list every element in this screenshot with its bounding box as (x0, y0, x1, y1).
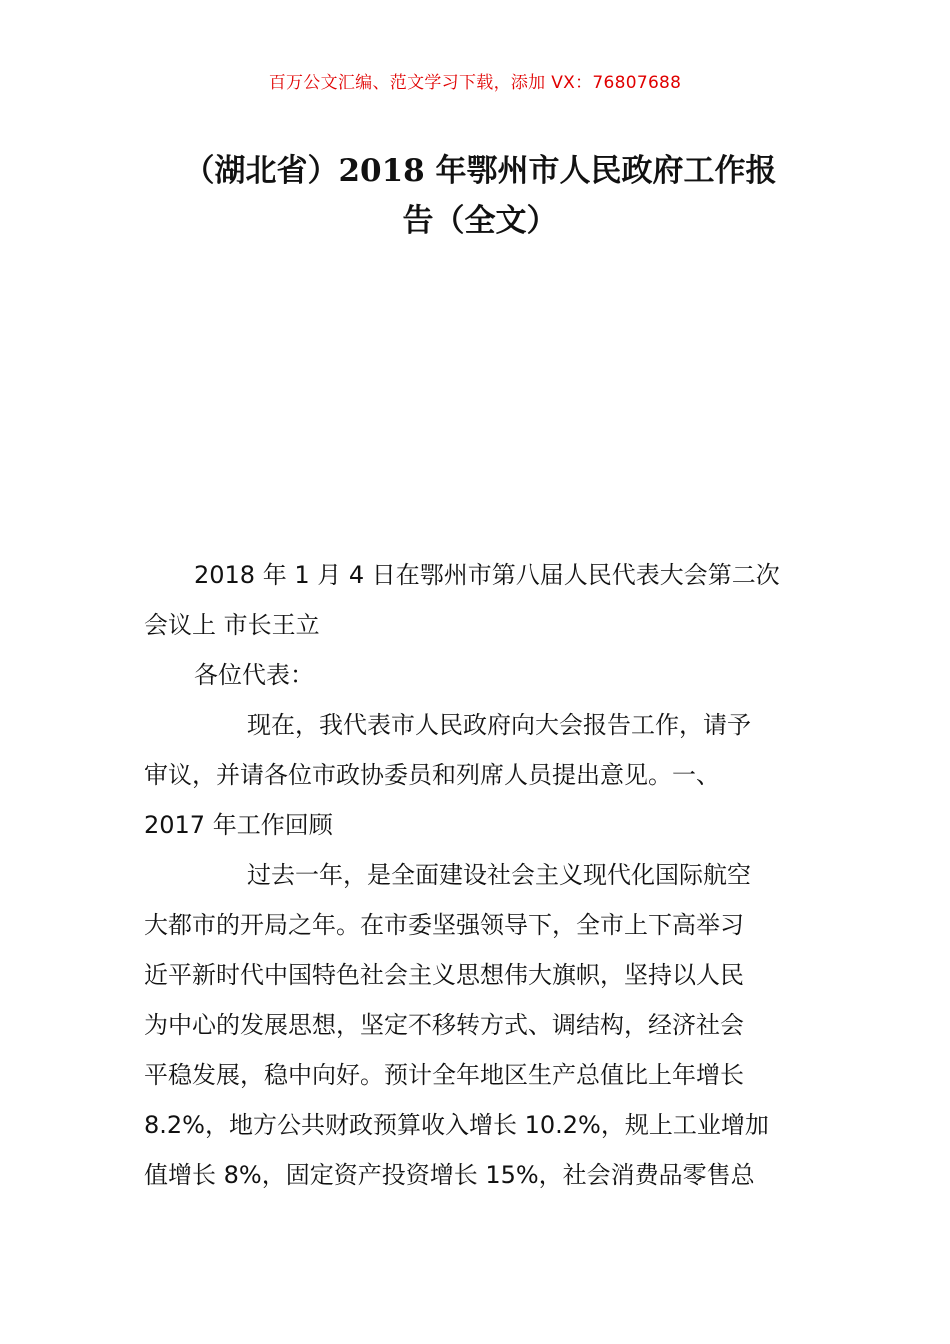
body-line-paragraph: 大都市的开局之年。在市委坚强领导下，全市上下高举习 (144, 911, 744, 939)
body-line-paragraph: 审议，并请各位市政协委员和列席人员提出意见。一、 (144, 761, 720, 789)
promo-header-note: 百万公文汇编、范文学习下载，添加 VX：76807688 (268, 73, 682, 93)
body-line-paragraph: 过去一年，是全面建设社会主义现代化国际航空 (247, 861, 751, 889)
body-line-paragraph: 现在，我代表市人民政府向大会报告工作，请予 (247, 711, 751, 739)
body-line-paragraph: 值增长 8%，固定资产投资增长 15%，社会消费品零售总 (144, 1161, 755, 1189)
body-line-speaker: 会议上 市长王立 (144, 611, 320, 639)
document-title-line-1: （湖北省）2018 年鄂州市人民政府工作报 (183, 153, 777, 189)
document-title-line-2: 告（全文） (402, 203, 558, 239)
body-line-paragraph: 近平新时代中国特色社会主义思想伟大旗帜，坚持以人民 (144, 961, 744, 989)
body-line-date: 2018 年 1 月 4 日在鄂州市第八届人民代表大会第二次 (194, 561, 780, 589)
body-line-paragraph: 8.2%，地方公共财政预算收入增长 10.2%，规上工业增加 (144, 1111, 769, 1139)
body-line-salutation: 各位代表： (194, 661, 314, 689)
body-line-section-heading: 2017 年工作回顾 (144, 811, 333, 839)
body-line-paragraph: 为中心的发展思想，坚定不移转方式、调结构，经济社会 (144, 1011, 744, 1039)
body-line-paragraph: 平稳发展，稳中向好。预计全年地区生产总值比上年增长 (144, 1061, 744, 1089)
